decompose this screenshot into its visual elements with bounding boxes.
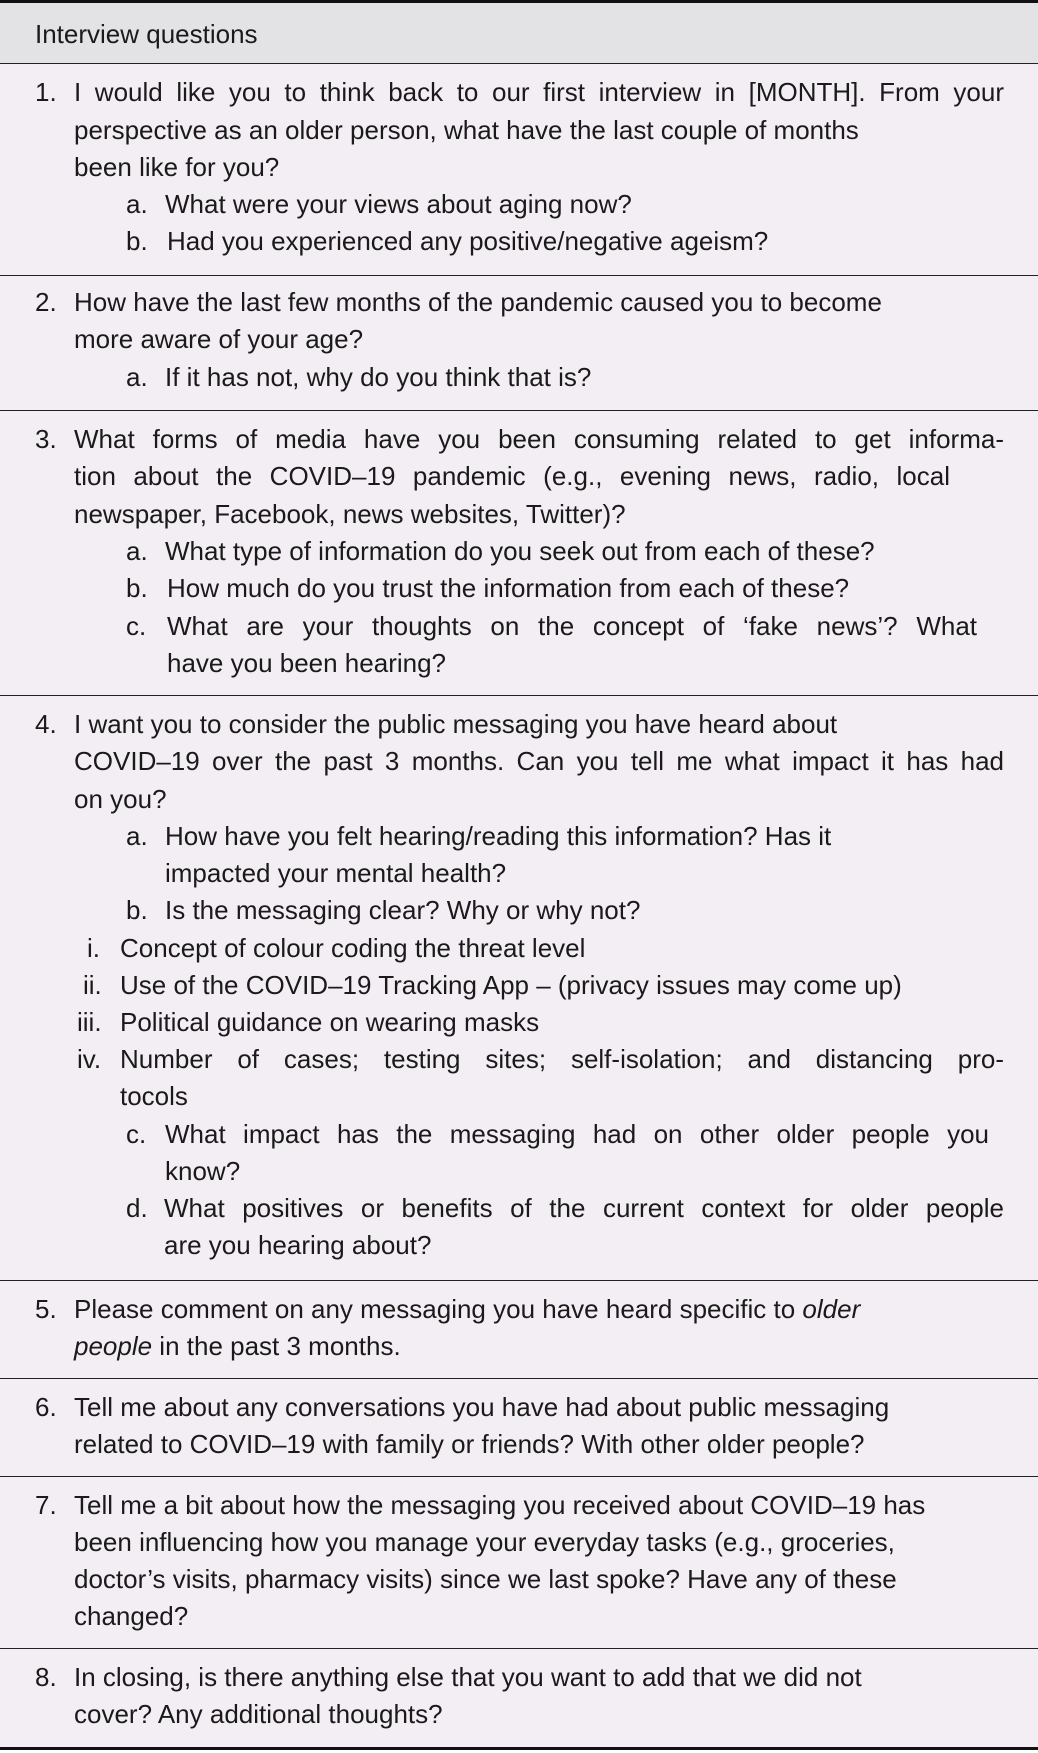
question-text: COVID–19 over the past 3 months. Can you tell me what impact it has had [74,746,1004,776]
question-text: on you? [74,784,167,814]
question-number: 3. [35,424,57,454]
question-text: In closing, is there anything else that you want to add that we did not [74,1662,862,1692]
header-label: Interview questions [35,19,258,49]
question-row-5 [0,1281,1038,1379]
question-text: doctor’s visits, pharmacy visits) since we last spoke? Have any of these [74,1564,897,1594]
question-row-4 [0,696,1038,1281]
roman-item-text: tocols [120,1081,188,1111]
sub-label: b. [126,895,148,925]
sub-label: c. [126,1119,147,1149]
question-number: 7. [35,1490,57,1520]
sub-question-text: What were your views about aging now? [165,189,632,219]
roman-item-text: Concept of colour coding the threat level [120,933,586,963]
roman-item-text: Number of cases; testing sites; self-isolation; and distancing pro- [120,1044,1004,1074]
question-text: I would like you to think back to our first interview in [MONTH]. From your [74,77,1004,107]
question-text: cover? Any additional thoughts? [74,1699,443,1729]
roman-item-text: Use of the COVID–19 Tracking App – (privacy issues may come up) [120,970,902,1000]
sub-label: c. [126,611,147,641]
question-text: been like for you? [74,152,280,182]
sub-question-text: are you hearing about? [164,1230,432,1260]
sub-question-text: Is the messaging clear? Why or why not? [165,895,641,925]
question-text: changed? [74,1601,189,1631]
question-text: Please comment on any messaging you have heard specific to older [74,1294,861,1324]
sub-label: b. [126,226,148,256]
question-number: 5. [35,1294,57,1324]
question-text: people in the past 3 months. [74,1331,401,1361]
sub-question-text: impacted your mental health? [165,858,507,888]
question-row-8 [0,1649,1038,1750]
question-text: perspective as an older person, what have the last couple of months [74,115,859,145]
roman-label: iii. [77,1007,102,1037]
sub-question-text: What type of information do you seek out from each of these? [165,536,875,566]
sub-label: d. [126,1193,148,1223]
sub-question-text: How much do you trust the information from each of these? [167,573,850,603]
question-text: Tell me about any conversations you have had about public messaging [74,1392,890,1422]
sub-label: a. [126,189,148,219]
sub-question-text: What positives or benefits of the current context for older people [164,1193,1004,1223]
roman-label: i. [87,933,100,963]
roman-label: iv. [77,1044,102,1074]
sub-question-text: What are your thoughts on the concept of ‘fake news’? What [167,611,977,641]
sub-label: a. [126,362,148,392]
roman-item-text: Political guidance on wearing masks [120,1007,540,1037]
question-number: 8. [35,1662,57,1692]
sub-question-text: What impact has the messaging had on other older people you [165,1119,989,1149]
sub-question-text: If it has not, why do you think that is? [165,362,592,392]
question-row-3 [0,411,1038,696]
question-text: What forms of media have you been consuming related to get informa- [74,424,1004,454]
table-header [0,0,1038,64]
question-text: been influencing how you manage your everyday tasks (e.g., groceries, [74,1527,895,1557]
sub-question-text: Had you experienced any positive/negative ageism? [167,226,769,256]
question-text: more aware of your age? [74,324,364,354]
question-row-1 [0,64,1038,276]
question-row-6 [0,1379,1038,1477]
sub-question-text: How have you felt hearing/reading this information? Has it [165,821,832,851]
question-number: 1. [35,77,57,107]
question-number: 6. [35,1392,57,1422]
sub-label: b. [126,573,148,603]
question-text: tion about the COVID–19 pandemic (e.g., evening news, radio, local [74,461,950,491]
roman-label: ii. [83,970,102,1000]
sub-question-text: have you been hearing? [167,648,447,678]
question-row-2 [0,276,1038,411]
question-text: How have the last few months of the pandemic caused you to become [74,287,882,317]
question-number: 2. [35,287,57,317]
sub-label: a. [126,821,148,851]
sub-label: a. [126,536,148,566]
sub-question-text: know? [165,1156,241,1186]
question-number: 4. [35,709,57,739]
question-text: newspaper, Facebook, news websites, Twitter)? [74,499,626,529]
question-row-7 [0,1477,1038,1649]
question-text: related to COVID–19 with family or friends? With other older people? [74,1429,865,1459]
question-text: I want you to consider the public messaging you have heard about [74,709,838,739]
question-text: Tell me a bit about how the messaging you received about COVID–19 has [74,1490,926,1520]
